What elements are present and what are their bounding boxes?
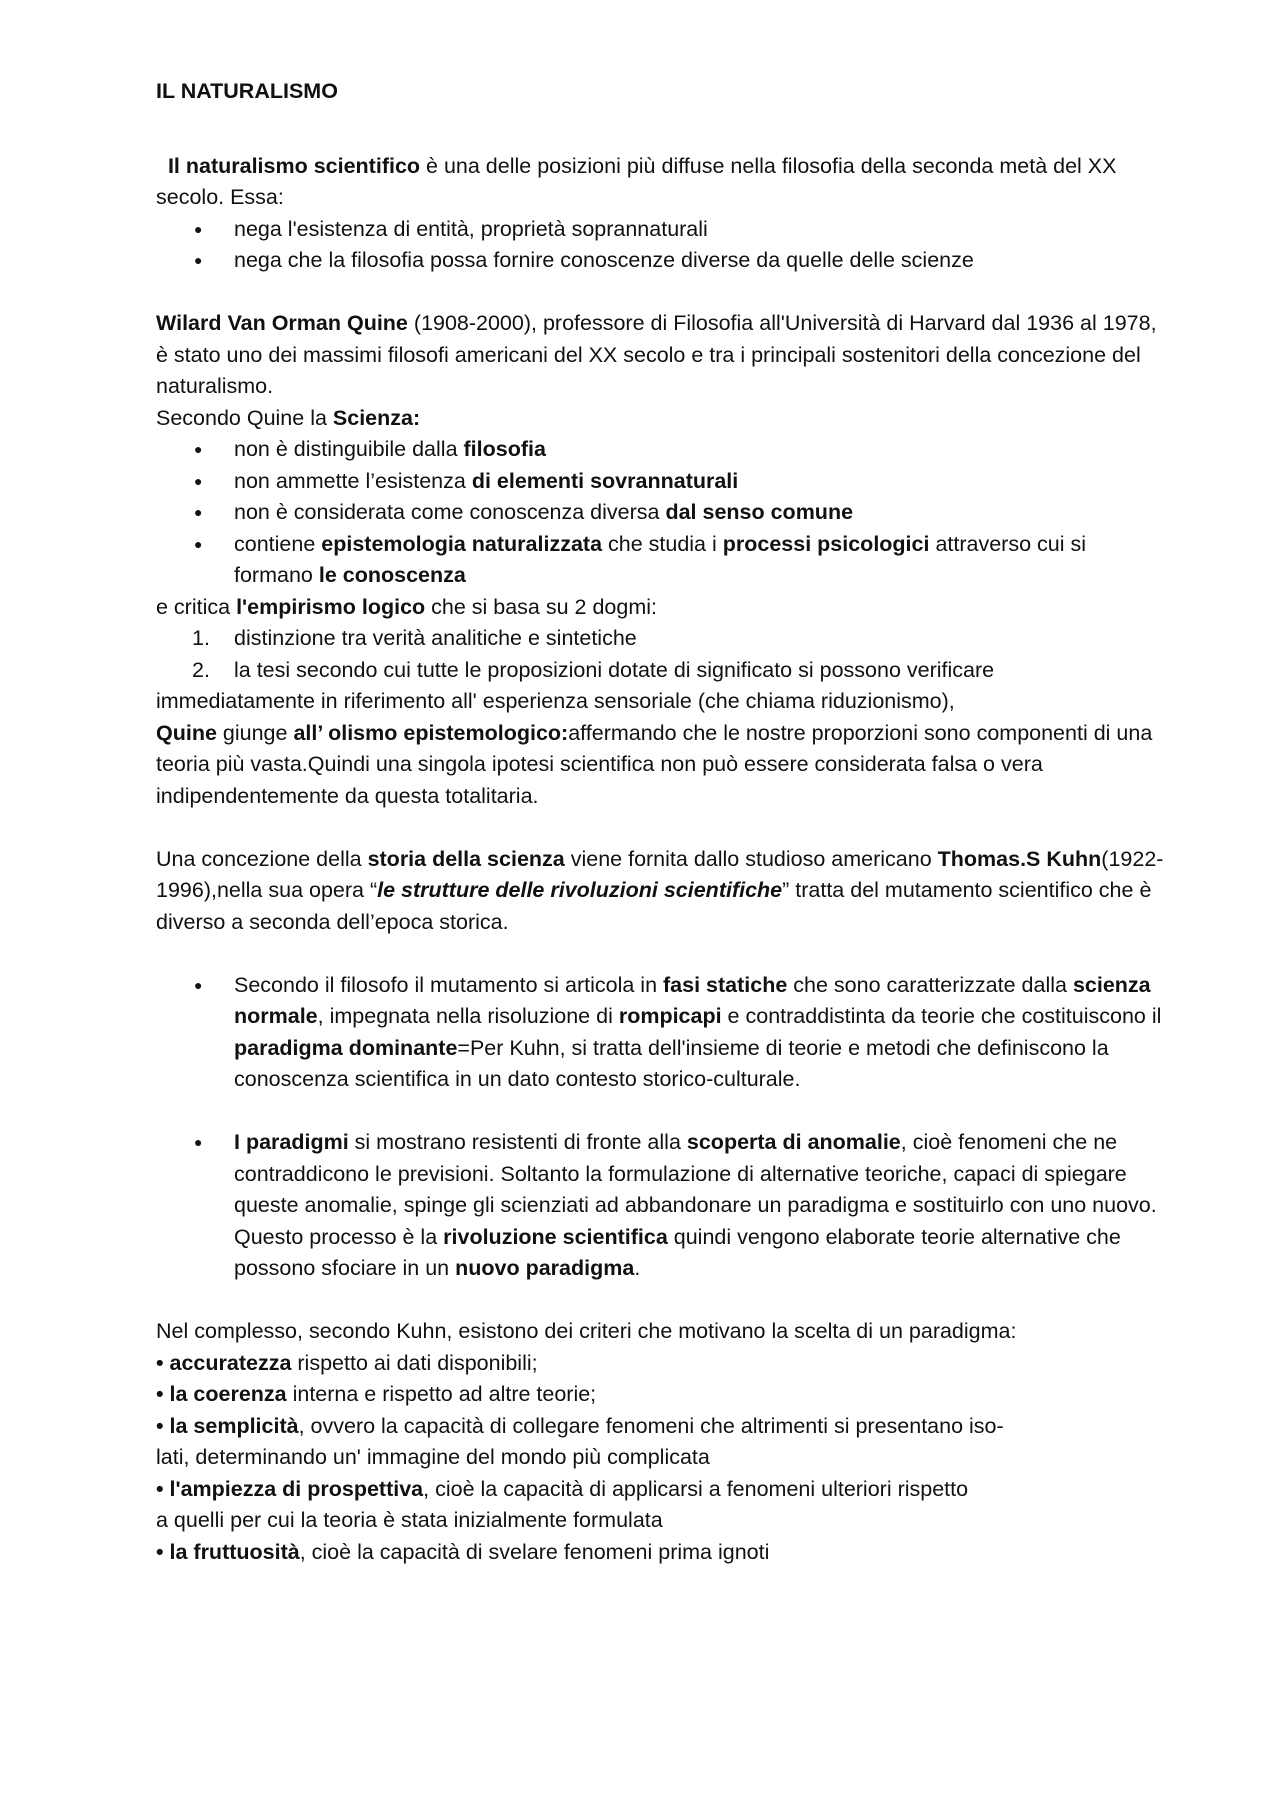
criteria-intro: Nel complesso, secondo Kuhn, esistono dei criteri che motivano la scelta di un paradigma:: [156, 1319, 1017, 1343]
olism-paragraph: Quine giunge all’ olismo epistemologico:affermando che le nostre proporzioni sono componenti di una teoria più vasta.Quindi una singola ipotesi scientifica non può essere considerata falsa o vera indipendentemente da questa totalitaria.: [156, 720, 1153, 808]
criteria-item: • la fruttuosità, cioè la capacità di svelare fenomeni prima ignoti: [156, 1539, 770, 1564]
quine-paragraph: Wilard Van Orman Quine (1908-2000), professore di Filosofia all'Università di Harvard dal 1936 al 1978, è stato uno dei massimi filosofi americani del XX secolo e tra i principali sostenitori della concezione del naturalismo.: [156, 311, 1157, 398]
criteria-item: • la semplicità, ovvero la capacità di collegare fenomeni che altrimenti si presentano iso- lati, determinando un' immagine del mondo più complicata: [156, 1413, 1004, 1469]
document-content: [156, 76, 1166, 1568]
intro-paragraph: Il naturalismo scientifico è una delle posizioni più diffuse nella filosofia della seconda metà del XX secolo. Essa:: [156, 153, 1117, 209]
intro-list: [156, 214, 1166, 277]
list-item: ● Secondo il filosofo il mutamento si articola in fasi statiche che sono caratterizzate dalla scienza normale, impegnata nella risoluzione di rompicapi e contraddistinta da teorie che costituiscono il paradigma dominante=Per Kuhn, si tratta dell'insieme di teorie e metodi che definiscono la conoscenza scientifica in un dato contesto storico-culturale.: [156, 970, 1166, 1096]
list-item: ● non ammette l’esistenza di elementi sovrannaturali: [156, 466, 1166, 498]
dogma-continuation: immediatamente in riferimento all' esperienza sensoriale (che chiama riduzionismo),: [156, 689, 955, 713]
criteria-item: • accuratezza rispetto ai dati disponibili;: [156, 1350, 538, 1375]
criteria-item: • la coerenza interna e rispetto ad altre teorie;: [156, 1382, 597, 1406]
science-intro: Secondo Quine la Scienza:: [156, 405, 421, 430]
intro-lead: Il naturalismo scientifico: [167, 153, 421, 178]
kuhn-paragraph: Una concezione della storia della scienza viene fornita dallo studioso americano Thomas.S Kuhn(1922-1996),nella sua opera “le strutture delle rivoluzioni scientifiche” tratta del mutamento scientifico che è diverso a seconda dell’epoca storica.: [156, 846, 1164, 934]
criteria-item: • l'ampiezza di prospettiva, cioè la capacità di applicarsi a fenomeni ulteriori rispetto a quelli per cui la teoria è stata inizialmente formulata: [156, 1476, 969, 1532]
list-item: ● non è considerata come conoscenza diversa dal senso comune: [156, 497, 1166, 529]
science-list: [156, 434, 1166, 592]
page-title: IL NATURALISMO: [156, 79, 338, 103]
list-item: 1. distinzione tra verità analitiche e sintetiche: [192, 626, 637, 650]
critic-paragraph: e critica l'empirismo logico che si basa su 2 dogmi:: [156, 594, 658, 619]
list-item: ● nega l'esistenza di entità, proprietà soprannaturali: [156, 214, 1166, 246]
dogma-list: [156, 623, 1166, 686]
list-item: ● I paradigmi si mostrano resistenti di fronte alla scoperta di anomalie, cioè fenomeni che ne contraddicono le previsioni. Soltanto la formulazione di alternative teoriche, capaci di spiegare queste anomalie, spinge gli scienziati ad abbandonare un paradigma e sostituirlo con uno nuovo. Questo processo è la rivoluzione scientifica quindi vengono elaborate teorie alternative che possono sfociare in un nuovo paradigma.: [156, 1127, 1166, 1285]
list-item: ● non è distinguibile dalla filosofia: [156, 434, 1166, 466]
list-item: ● contiene epistemologia naturalizzata che studia i processi psicologici attraverso cui si formano le conoscenza: [156, 529, 1166, 592]
kuhn-list: [156, 970, 1166, 1285]
list-item: 2. la tesi secondo cui tutte le proposizioni dotate di significato si possono verificare: [192, 657, 995, 682]
list-item: ● nega che la filosofia possa fornire conoscenze diverse da quelle delle scienze: [156, 245, 1166, 277]
